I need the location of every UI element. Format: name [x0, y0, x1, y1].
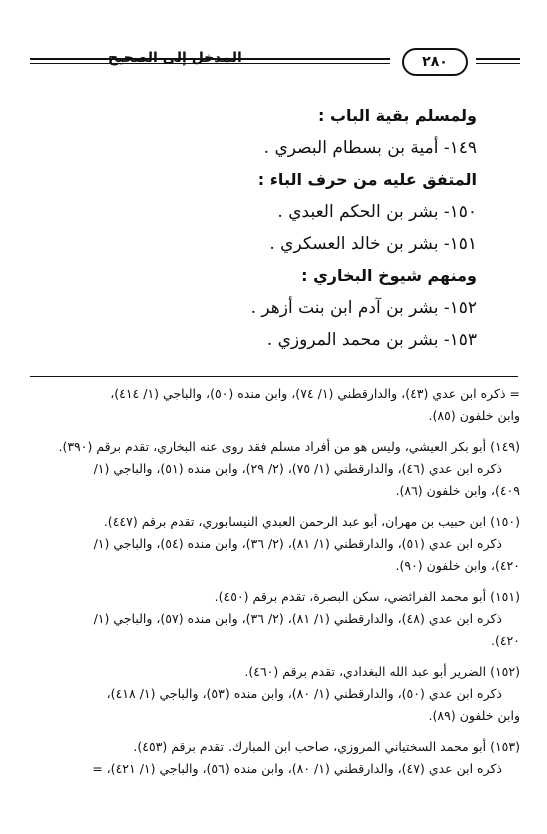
footnote	[28, 586, 520, 652]
footnote-line: (١٥١) أبو محمد الفرائضي، سكن البصرة، تقدم برقم (٤٥٠).	[214, 589, 520, 604]
main-text	[57, 100, 477, 356]
section-heading: ومنهم شيوخ البخاري :	[301, 266, 477, 285]
narrator-entry: ١٥٠- بشر بن الحكم العبدي .	[277, 202, 477, 222]
narrator-entry: ١٤٩- أمية بن بسطام البصري .	[263, 138, 477, 158]
footnote-line: ٤٢٠).	[490, 633, 520, 648]
footnote-line: ٤٠٩)، وابن خلفون (٨٦).	[395, 483, 520, 498]
page-number: ٢٨٠	[402, 48, 468, 76]
footnote	[28, 383, 520, 427]
footnote-divider	[30, 376, 518, 377]
footnote	[28, 661, 520, 727]
footnote-line: وابن خلفون (٨٥).	[428, 408, 520, 423]
footnotes	[28, 383, 520, 789]
footnote	[28, 736, 520, 780]
footnote-line: (١٥٠) ابن حبيب بن مهران، أبو عبد الرحمن العبدي النيسابوري، تقدم برقم (٤٤٧).	[103, 514, 520, 529]
running-header	[30, 48, 520, 78]
footnote	[28, 511, 520, 577]
footnote-line: ذكره ابن عدي (٤٨)، والدارقطني (١/ ٨١)، (٢/ ٣٦)، وابن منده (٥٧)، والباجي (١/	[93, 611, 502, 626]
footnote-line: ذكره ابن عدي (٤٧)، والدارقطني (١/ ٨٠)، وابن منده (٥٦)، والباجي (١/ ٤٢١)، =	[92, 761, 502, 776]
narrator-entry: ١٥١- بشر بن خالد العسكري .	[269, 234, 477, 254]
book-title: المدخل إلى الصحيح	[108, 50, 242, 66]
footnote-line: ذكره ابن عدي (٤٦)، والدارقطني (١/ ٧٥)، (٢/ ٢٩)، وابن منده (٥١)، والباجي (١/	[93, 461, 502, 476]
header-rule-right-bottom	[476, 63, 520, 64]
footnote-line: = ذكره ابن عدي (٤٣)، والدارقطني (١/ ٧٤)، وابن منده (٥٠)، والباجي (١/ ٤١٤)،	[110, 386, 520, 401]
footnote-line: (١٥٢) الضرير أبو عبد الله البغدادي، تقدم برقم (٤٦٠).	[244, 664, 520, 679]
footnote-line: وابن خلفون (٨٩).	[428, 708, 520, 723]
footnote-line: ٤٢٠)، وابن خلفون (٩٠).	[395, 558, 520, 573]
section-heading: ولمسلم بقية الباب :	[317, 106, 477, 125]
header-rule-right-top	[476, 58, 520, 60]
footnote-line: ذكره ابن عدي (٥٠)، والدارقطني (١/ ٨٠)، وابن منده (٥٣)، والباجي (١/ ٤١٨)،	[106, 686, 502, 701]
narrator-entry: ١٥٢- بشر بن آدم ابن بنت أزهر .	[250, 298, 477, 318]
footnote-line: (١٤٩) أبو بكر العيشي، وليس هو من أفراد مسلم فقد روى عنه البخاري، تقدم برقم (٣٩٠).	[58, 439, 520, 454]
narrator-entry: ١٥٣- بشر بن محمد المروزي .	[266, 330, 477, 350]
footnote-line: (١٥٣) أبو محمد السختياني المروزي، صاحب ابن المبارك. تقدم برقم (٤٥٣).	[133, 739, 520, 754]
section-heading: المتفق عليه من حرف الباء :	[257, 170, 477, 189]
footnote-line: ذكره ابن عدي (٥١)، والدارقطني (١/ ٨١)، (٢/ ٣٦)، وابن منده (٥٤)، والباجي (١/	[93, 536, 502, 551]
footnote	[28, 436, 520, 502]
